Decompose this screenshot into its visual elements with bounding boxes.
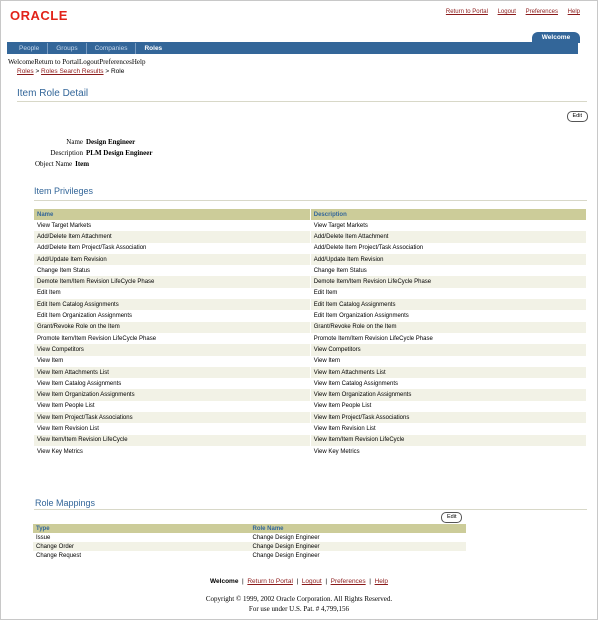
- breadcrumb-current: Role: [110, 68, 125, 75]
- privilege-description: View Key Metrics: [310, 446, 586, 457]
- col-description-header: Description: [310, 209, 586, 220]
- privilege-description: Edit Item Catalog Assignments: [310, 299, 586, 310]
- privileges-title: Item Privileges: [34, 186, 94, 196]
- privilege-name: View Item Catalog Assignments: [34, 378, 310, 389]
- mapping-role-name: Change Design Engineer: [252, 552, 320, 559]
- tab-welcome[interactable]: Welcome: [532, 32, 580, 43]
- privilege-row: [34, 435, 587, 446]
- mapping-type: Change Request: [36, 552, 82, 559]
- privilege-row: [34, 288, 587, 299]
- privilege-description: Promote Item/Item Revision LifeCycle Phase: [310, 333, 586, 344]
- privilege-row: [34, 378, 587, 389]
- privilege-row: [34, 401, 587, 412]
- privilege-row: [34, 254, 587, 265]
- privilege-description: View Target Markets: [310, 220, 586, 231]
- detail-description: [35, 149, 153, 157]
- col-name-header: Name: [34, 209, 310, 220]
- tab-groups[interactable]: Groups: [47, 43, 85, 54]
- logout-link[interactable]: Logout: [497, 9, 516, 15]
- tab-roles[interactable]: Roles: [135, 43, 170, 54]
- footer-help[interactable]: Help: [374, 578, 388, 585]
- role-mappings-table: [33, 524, 466, 560]
- privilege-description: View Item Revision List: [310, 423, 586, 434]
- privilege-name: Demote Item/Item Revision LifeCycle Phase: [34, 276, 310, 287]
- privilege-row: [34, 356, 587, 367]
- privilege-description: Add/Delete Item Project/Task Association: [310, 243, 586, 254]
- privilege-description: View Competitors: [310, 344, 586, 355]
- mapping-type: Change Order: [33, 542, 250, 551]
- privilege-description: View Item/Item Revision LifeCycle: [310, 435, 586, 446]
- privilege-name: Add/Delete Item Project/Task Association: [34, 243, 310, 254]
- privilege-row: [34, 265, 587, 276]
- privilege-row: [34, 231, 587, 242]
- privilege-name: View Item/Item Revision LifeCycle: [34, 435, 310, 446]
- copyright: Copyright © 1999, 2002 Oracle Corporation. All Rights Reserved.: [205, 595, 393, 603]
- privilege-name: Promote Item/Item Revision LifeCycle Phase: [34, 333, 310, 344]
- privilege-description: View Item Attachments List: [310, 367, 586, 378]
- privilege-description: Grant/Revoke Role on the Item: [310, 322, 586, 333]
- privilege-name: View Item Project/Task Associations: [34, 412, 310, 423]
- oracle-logo: ORACLE: [10, 8, 68, 23]
- privilege-description: Edit Item: [310, 288, 586, 299]
- return-to-portal-link[interactable]: Return to Portal: [445, 9, 488, 15]
- privilege-row: [34, 333, 587, 344]
- welcome-text: WelcomeReturn to PortalLogoutPreferencesHelp: [8, 58, 146, 66]
- privilege-name: Change Item Status: [34, 265, 310, 276]
- tab-people[interactable]: People: [19, 45, 40, 52]
- mapping-row: [33, 551, 466, 560]
- breadcrumb-roles-search-results[interactable]: Roles Search Results: [41, 68, 104, 75]
- page-title: Item Role Detail: [17, 88, 89, 99]
- privilege-name: Edit Item Organization Assignments: [34, 310, 310, 321]
- patent-notice: For use under U.S. Pat. # 4,799,156: [248, 605, 350, 613]
- help-link[interactable]: Help: [567, 9, 580, 15]
- preferences-link[interactable]: Preferences: [525, 9, 558, 15]
- privilege-name: Add/Delete Item Attachment: [34, 231, 310, 242]
- breadcrumb-roles[interactable]: Roles: [17, 68, 34, 75]
- privilege-row: [34, 389, 587, 400]
- privilege-name: Edit Item: [34, 288, 310, 299]
- mappings-divider: [34, 509, 587, 510]
- privilege-description: View Item People List: [310, 401, 586, 412]
- privilege-description: Change Item Status: [310, 265, 586, 276]
- privilege-row: [34, 446, 587, 457]
- breadcrumb-sep: >: [35, 68, 40, 75]
- privilege-description: View Item: [310, 356, 586, 367]
- privilege-row: [34, 243, 587, 254]
- footer-welcome: Welcome: [210, 578, 239, 585]
- object-name-value: Item: [75, 160, 90, 168]
- privilege-row: [34, 367, 587, 378]
- privilege-name: View Key Metrics: [34, 446, 310, 457]
- privilege-name: Add/Update Item Revision: [34, 254, 310, 265]
- privilege-name: Grant/Revoke Role on the Item: [34, 322, 310, 333]
- mapping-row: [33, 533, 466, 542]
- mapping-row: [33, 542, 466, 551]
- privilege-name: View Item Organization Assignments: [34, 389, 310, 400]
- privilege-description: View Item Project/Task Associations: [310, 412, 586, 423]
- mappings-body: [33, 533, 466, 560]
- privilege-name: Edit Item Catalog Assignments: [34, 299, 310, 310]
- footer-return-to-portal[interactable]: Return to Portal: [247, 578, 293, 585]
- col-role-name-header: Role Name: [250, 524, 467, 533]
- privileges-divider: [34, 200, 587, 201]
- tab-companies[interactable]: Companies: [86, 43, 136, 54]
- mapping-role-name: Change Design Engineer: [250, 542, 467, 551]
- privilege-description: Add/Update Item Revision: [310, 254, 586, 265]
- edit-role-button[interactable]: Edit: [567, 111, 588, 122]
- footer-logout[interactable]: Logout: [301, 578, 322, 585]
- privilege-name: View Item Revision List: [34, 423, 310, 434]
- privilege-row: [34, 423, 587, 434]
- name-label: Name: [66, 138, 83, 146]
- privilege-row: [34, 322, 587, 333]
- detail-name: [35, 138, 135, 146]
- privileges-body: [34, 220, 587, 457]
- name-value: Design Engineer: [86, 138, 136, 146]
- main-tabs: [11, 43, 170, 54]
- privilege-description: Edit Item Organization Assignments: [310, 310, 586, 321]
- privilege-description: Add/Delete Item Attachment: [310, 231, 586, 242]
- global-links: [438, 9, 580, 15]
- footer-links: Welcome | Return to Portal | Logout | Preferences | Help: [210, 578, 388, 585]
- edit-mappings-button[interactable]: Edit: [441, 512, 462, 523]
- privilege-name: View Competitors: [34, 344, 310, 355]
- role-mappings-title: Role Mappings: [35, 498, 96, 508]
- privilege-description: Demote Item/Item Revision LifeCycle Phase: [310, 276, 586, 287]
- mapping-role-name: Change Design Engineer: [252, 534, 320, 541]
- privilege-row: [34, 299, 587, 310]
- title-divider: [17, 101, 587, 102]
- privilege-description: View Item Catalog Assignments: [310, 378, 586, 389]
- privileges-table: [34, 209, 587, 457]
- description-value: PLM Design Engineer: [86, 149, 153, 157]
- privilege-description: View Item Organization Assignments: [310, 389, 586, 400]
- description-label: Description: [50, 149, 83, 157]
- privilege-row: [34, 310, 587, 321]
- privilege-row: [34, 220, 587, 231]
- privilege-name: View Target Markets: [34, 220, 310, 231]
- mapping-type: Issue: [36, 534, 51, 541]
- breadcrumb-sep: >: [105, 68, 110, 75]
- privilege-name: View Item Attachments List: [34, 367, 310, 378]
- object-name-label: Object Name: [35, 160, 73, 168]
- privilege-name: View Item People List: [34, 401, 310, 412]
- footer-preferences[interactable]: Preferences: [330, 578, 366, 585]
- privilege-row: [34, 276, 587, 287]
- privilege-row: [34, 412, 587, 423]
- detail-object-name: [35, 160, 89, 168]
- breadcrumb: [17, 68, 124, 75]
- privilege-row: [34, 344, 587, 355]
- col-type-header: Type: [33, 524, 250, 533]
- privilege-name: View Item: [34, 356, 310, 367]
